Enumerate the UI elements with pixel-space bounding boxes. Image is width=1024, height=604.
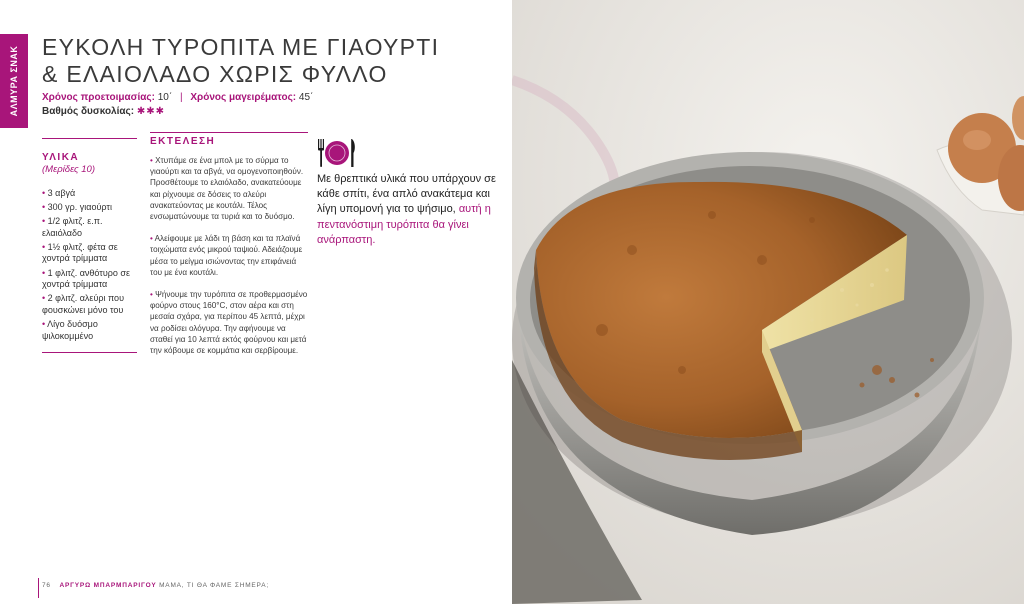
separator: | <box>179 92 183 103</box>
ingredient-item: • 3 αβγά <box>42 188 142 200</box>
tiropita-photo <box>512 0 1024 604</box>
ingredients-heading: ΥΛΙΚΑ <box>42 152 80 163</box>
tip-text <box>317 172 507 248</box>
footer-book-title: ΜΑΜΑ, ΤΙ ΘΑ ΦΑΜΕ ΣΗΜΕΡΑ; <box>159 582 269 589</box>
ingredient-item: • 1/2 φλιτζ. ε.π. ελαιόλαδο <box>42 216 142 239</box>
execution-step: • Ψήνουμε την τυρόπιτα σε προθερμασμένο φούρνο στους 160°C, στον αέρα και στη μεσαία σχάρα, για περίπου 45 λεπτά, μέχρι να ροδίσει ολόγυρα. Την αφήνουμε να σταθεί για 10 λεπτά εκτός φούρνου και μετά την κόβουμε σε κομμάτια και σερβίρουμε. <box>150 289 308 356</box>
recipe-title-line-1: ΕΥΚΟΛΗ ΤΥΡΟΠΙΤΑ ΜΕ ΓΙΑΟΥΡΤΙ <box>42 34 440 60</box>
tip-text-highlight: αυτή η πεντανόστιμη τυρόπιτα θα γίνει ανάρπαστη. <box>317 203 491 246</box>
category-tab <box>0 34 28 128</box>
difficulty-label: Βαθμός δυσκολίας: <box>42 106 135 117</box>
tip-text-plain: Με θρεπτικά υλικά που υπάρχουν σε κάθε σπίτι, ένα απλό ανακάτεμα και λίγη υπομονή για το ψήσιμο, <box>317 173 496 216</box>
footer-rule <box>38 578 39 598</box>
page-number: 76 <box>42 582 51 589</box>
cook-time-value: 45΄ <box>298 92 314 103</box>
execution-step: • Αλείφουμε με λάδι τη βάση και τα πλαϊνά τοιχώματα ενός μικρού ταψιού. Αδειάζουμε μέσα το μείγμα ισιώνοντας την επιφάνειά του με ένα κουτάλι. <box>150 233 308 278</box>
execution-step: • Χτυπάμε σε ένα μπολ με το σύρμα το γιαούρτι και τα αβγά, να ομογενοποιηθούν. Προσθέτουμε το ελαιόλαδο, ανακατεύουμε και ρίχνουμε σε δόσεις το αλεύρι ανακατεύοντας με κουτάλι. Τέλος ενσωματώνουμε τα τυριά και το δυόσμο. <box>150 155 308 222</box>
difficulty-info <box>42 106 165 117</box>
execution-heading: ΕΚΤΕΛΕΣΗ <box>150 136 216 147</box>
execution-steps <box>150 155 308 367</box>
ingredients-bottom-rule <box>42 352 137 353</box>
prep-time-value: 10΄ <box>157 92 173 103</box>
footer-author: ΑΡΓΥΡΩ ΜΠΑΡΜΠΑΡΙΓΟΥ <box>59 582 157 589</box>
cook-time-label: Χρόνος μαγειρέματος: <box>190 92 297 103</box>
category-tab-label: ΑΛΜΥΡΑ ΣΝΑΚ <box>9 45 19 117</box>
photo-page <box>512 0 1024 604</box>
page-footer <box>42 582 269 589</box>
execution-top-rule <box>150 132 308 133</box>
ingredient-item: • 1 φλιτζ. ανθότυρο σε χοντρά τρίμματα <box>42 268 142 291</box>
plate-fork-knife-icon <box>317 136 357 170</box>
servings: (Μερίδες 10) <box>42 164 95 175</box>
ingredients-top-rule <box>42 138 137 139</box>
difficulty-stars: ✱✱✱ <box>136 106 165 117</box>
ingredient-item: • 1½ φλιτζ. φέτα σε χοντρά τρίμματα <box>42 242 142 265</box>
ingredient-item: • Λίγο δυόσμο ψιλοκομμένο <box>42 319 142 342</box>
ingredient-item: • 2 φλιτζ. αλεύρι που φουσκώνει μόνο του <box>42 293 142 316</box>
ingredients-list <box>42 188 142 345</box>
ingredient-item: • 300 γρ. γιαούρτι <box>42 202 142 214</box>
prep-time-label: Χρόνος προετοιμασίας: <box>42 92 155 103</box>
time-info <box>42 92 313 103</box>
recipe-title <box>42 34 482 88</box>
recipe-title-line-2: & ΕΛΑΙΟΛΑΔΟ ΧΩΡΙΣ ΦΥΛΛΟ <box>42 61 388 87</box>
